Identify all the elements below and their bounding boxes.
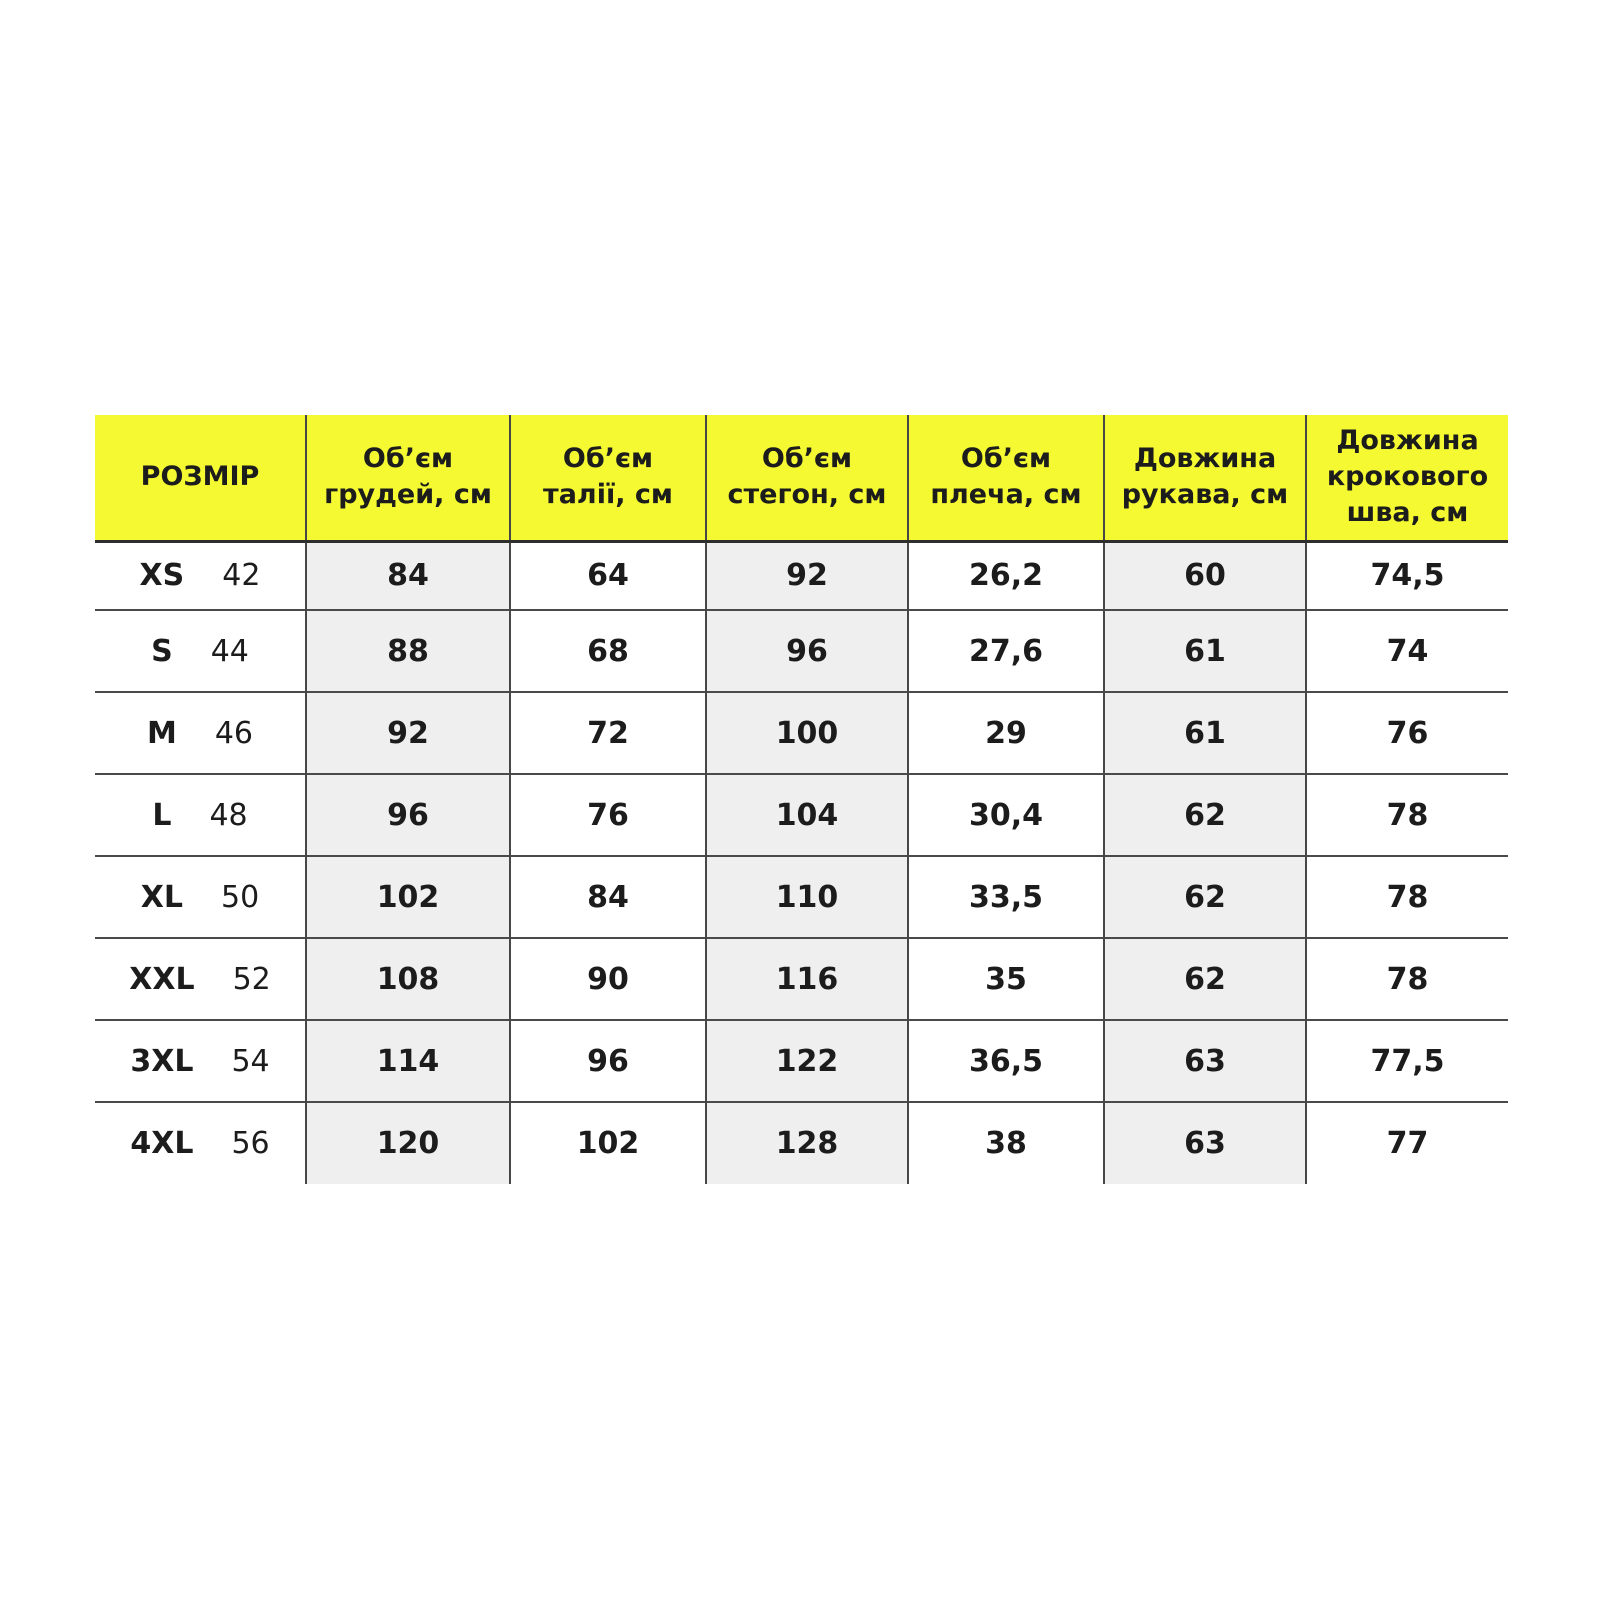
size-cell	[95, 1020, 306, 1102]
size-number: 48	[209, 797, 248, 833]
header-row	[95, 415, 1508, 541]
table-header	[95, 415, 1508, 541]
measurement-cell: 76	[510, 774, 706, 856]
measurement-cell: 96	[510, 1020, 706, 1102]
size-chart	[95, 415, 1508, 1184]
size-number: 44	[210, 633, 249, 669]
measurement-cell: 88	[306, 610, 510, 692]
size-cell	[95, 774, 306, 856]
measurement-cell: 96	[706, 610, 908, 692]
table-row	[95, 1102, 1508, 1184]
measurement-cell: 120	[306, 1102, 510, 1184]
measurement-cell: 63	[1104, 1102, 1306, 1184]
measurement-cell: 61	[1104, 692, 1306, 774]
column-header-inseam-length: Довжина крокового шва, см	[1306, 415, 1508, 541]
measurement-cell: 64	[510, 541, 706, 610]
size-label: M	[146, 715, 177, 751]
measurement-cell: 78	[1306, 938, 1508, 1020]
measurement-cell: 62	[1104, 856, 1306, 938]
measurement-cell: 77,5	[1306, 1020, 1508, 1102]
measurement-cell: 92	[306, 692, 510, 774]
measurement-cell: 104	[706, 774, 908, 856]
size-label: XXL	[129, 961, 195, 997]
measurement-cell: 35	[908, 938, 1104, 1020]
table-body	[95, 541, 1508, 1184]
size-number: 50	[221, 879, 260, 915]
measurement-cell: 122	[706, 1020, 908, 1102]
measurement-cell: 84	[306, 541, 510, 610]
measurement-cell: 77	[1306, 1102, 1508, 1184]
size-cell	[95, 692, 306, 774]
measurement-cell: 72	[510, 692, 706, 774]
measurement-cell: 68	[510, 610, 706, 692]
size-cell	[95, 856, 306, 938]
measurement-cell: 62	[1104, 774, 1306, 856]
measurement-cell: 38	[908, 1102, 1104, 1184]
measurement-cell: 108	[306, 938, 510, 1020]
measurement-cell: 60	[1104, 541, 1306, 610]
size-label: 3XL	[130, 1043, 194, 1079]
table-row	[95, 541, 1508, 610]
column-header-waist: Об’єм талії, см	[510, 415, 706, 541]
measurement-cell: 128	[706, 1102, 908, 1184]
measurement-cell: 74,5	[1370, 558, 1445, 594]
table-row	[95, 610, 1508, 692]
size-number: 56	[231, 1126, 270, 1161]
measurement-cell: 61	[1104, 610, 1306, 692]
size-label: S	[151, 633, 173, 669]
column-header-shoulder: Об’єм плеча, см	[908, 415, 1104, 541]
size-label: XL	[140, 879, 184, 915]
size-cell	[95, 1102, 306, 1184]
size-label: L	[152, 797, 172, 833]
measurement-cell: 30,4	[908, 774, 1104, 856]
measurement-cell: 36,5	[908, 1020, 1104, 1102]
table-row	[95, 774, 1508, 856]
measurement-cell: 102	[510, 1102, 706, 1184]
measurement-cell: 78	[1306, 774, 1508, 856]
measurement-cell: 92	[706, 541, 908, 610]
size-number: 46	[214, 715, 254, 751]
measurement-cell: 110	[706, 856, 908, 938]
table-row	[95, 856, 1508, 938]
measurement-cell: 102	[306, 856, 510, 938]
size-label: 4XL	[130, 1126, 194, 1161]
measurement-cell: 96	[306, 774, 510, 856]
measurement-cell: 114	[306, 1020, 510, 1102]
size-label: XS	[139, 558, 185, 594]
table-row	[95, 1020, 1508, 1102]
size-cell	[95, 610, 306, 692]
size-number: 52	[232, 961, 271, 997]
size-number: 42	[222, 558, 261, 594]
column-header-sleeve-length: Довжина рукава, см	[1104, 415, 1306, 541]
measurement-cell: 29	[908, 692, 1104, 774]
measurement-cell: 27,6	[908, 610, 1104, 692]
measurement-cell: 116	[706, 938, 908, 1020]
size-chart-table	[95, 415, 1508, 1184]
measurement-cell: 33,5	[908, 856, 1104, 938]
measurement-cell: 62	[1104, 938, 1306, 1020]
size-cell	[95, 938, 306, 1020]
measurement-cell: 100	[706, 692, 908, 774]
measurement-cell: 84	[510, 856, 706, 938]
table-row	[95, 938, 1508, 1020]
measurement-cell: 90	[510, 938, 706, 1020]
measurement-cell: 74	[1306, 610, 1508, 692]
column-header-hips: Об’єм стегон, см	[706, 415, 908, 541]
column-header-chest: Об’єм грудей, см	[306, 415, 510, 541]
size-number: 54	[231, 1043, 270, 1079]
size-cell	[95, 541, 306, 610]
measurement-cell: 78	[1306, 856, 1508, 938]
measurement-cell: 76	[1306, 692, 1508, 774]
measurement-cell: 63	[1104, 1020, 1306, 1102]
column-header-size: РОЗМІР	[95, 415, 306, 541]
measurement-cell: 26,2	[908, 541, 1104, 610]
table-row	[95, 692, 1508, 774]
